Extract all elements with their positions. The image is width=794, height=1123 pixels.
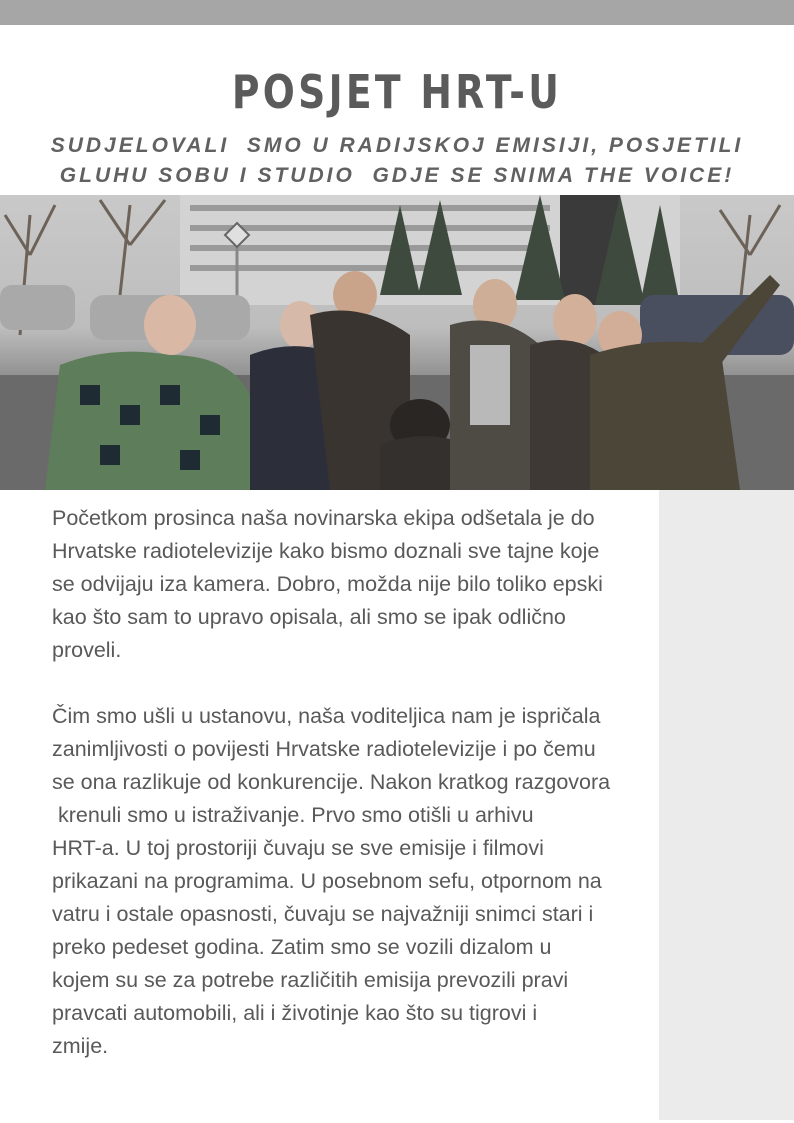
text-line: se ona razlikuje od konkurencije. Nakon kratkog razgovora	[52, 770, 611, 794]
article-body	[52, 502, 652, 1096]
text-line: se odvijaju iza kamera. Dobro, možda nije bilo toliko epski	[52, 572, 603, 596]
top-decorative-bar	[0, 0, 794, 25]
text-line: zmije.	[52, 1034, 109, 1058]
text-line: kao što sam to upravo opisala, ali smo se ipak odlično	[52, 605, 566, 629]
paragraph	[52, 700, 652, 1063]
text-line: Hrvatske radiotelevizije kako bismo doznali sve tajne koje	[52, 539, 600, 563]
text-line: HRT-a. U toj prostoriji čuvaju se sve emisije i filmovi	[52, 836, 544, 860]
text-line: prikazani na programima. U posebnom sefu, otpornom na	[52, 869, 602, 893]
group-photo	[0, 195, 794, 490]
text-line: kojem su se za potrebe različitih emisija prevozili pravi	[52, 968, 569, 992]
text-line: pravcati automobili, ali i životinje kao što su tigrovi i	[52, 1001, 538, 1025]
text-line: proveli.	[52, 638, 122, 662]
page-title: POSJET HRT-U	[231, 65, 563, 119]
subtitle	[0, 131, 794, 191]
text-line: preko pedeset godina. Zatim smo se vozili dizalom u	[52, 935, 552, 959]
text-line: vatru i ostale opasnosti, čuvaju se najvažniji snimci stari i	[52, 902, 594, 926]
paragraph	[52, 502, 652, 667]
side-panel	[659, 490, 794, 1120]
subtitle-line: SUDJELOVALI SMO U RADIJSKOJ EMISIJI, POSJETILI	[50, 134, 744, 157]
text-line: Čim smo ušli u ustanovu, naša voditeljica nam je ispričala	[52, 704, 601, 728]
text-line: Početkom prosinca naša novinarska ekipa odšetala je do	[52, 506, 595, 530]
photo-illustration	[0, 195, 794, 490]
subtitle-line: GLUHU SOBU I STUDIO GDJE SE SNIMA THE VOICE!	[59, 164, 735, 187]
text-line: krenuli smo u istraživanje. Prvo smo otišli u arhivu	[52, 803, 534, 827]
text-line: zanimljivosti o povijesti Hrvatske radiotelevizije i po čemu	[52, 737, 596, 761]
